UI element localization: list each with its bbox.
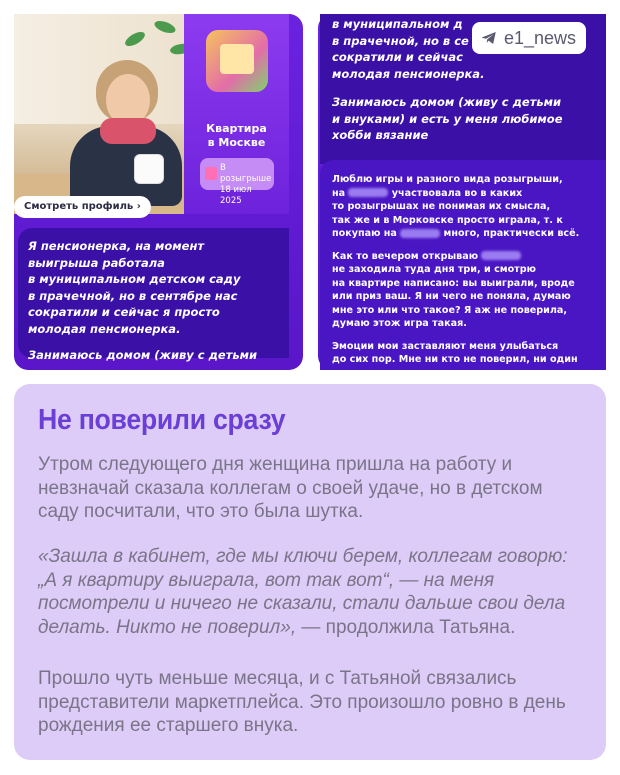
brand-name: e1_news: [504, 27, 577, 48]
brand-badge[interactable]: [472, 22, 586, 54]
article-title: Не поверили сразу: [38, 404, 286, 436]
telegram-icon: [480, 29, 498, 47]
mug: [134, 154, 164, 184]
message-text: Люблю игры и разного вида розыгрыши, на участвовала во в каких то розыгрышах не понимая их смысла, так же и в Морковске просто играла, т. к покупаю на много, практически всё. Как то вечером открываю не заходила туда дня три, и смотрю на квартире написано: вы выиграли, вроде или приз ваш. Я ни чего не поняла, думаю мне это или что такое? Я аж не поверила, думаю этож игра такая. Эмоции мои заставляют меня улыбаться до сих пор. Мне ни кто не поверил, ни один: [332, 174, 580, 365]
article-quote-paragraph: [38, 545, 583, 639]
chevron-right-icon: ›: [136, 201, 141, 212]
view-profile-label: Смотреть профиль: [24, 201, 134, 212]
quote-text: «Зашла в кабинет, где мы ключи берем, коллегам говорю: „А я квартиру выиграла, вот так вот“, — на меня посмотрели и ничего не сказали, стали дальше свои дела делать. Никто не поверил»,: [38, 546, 568, 638]
message-text: Я пенсионерка, на момент выигрыша работала в муниципальном детском саду в прачечной, но в сентябре нас сократили и сейчас я просто молодая пенсионерка. Занимаюсь домом (живу с детьми: [28, 239, 258, 362]
apartment-icon: [206, 30, 268, 92]
calendar-icon: [205, 167, 217, 180]
view-profile-button[interactable]: [14, 196, 151, 218]
quote-attribution: — продолжила Татьяна.: [296, 616, 516, 638]
prize-date-badge: В розыгрыше 18 июл 2025: [200, 158, 274, 190]
redacted-text: [400, 229, 440, 238]
prize-title: Квартира в Москве: [206, 122, 267, 149]
redacted-text: [481, 251, 521, 260]
prize-card: [184, 14, 289, 214]
message-text: в муниципальном д в прачечной, но в се сократили и сейчас молодая пенсионерка. Занимаюсь домом (живу с детьми и внуками) и есть у меня любимое хобби вязание: [332, 17, 563, 142]
article-paragraph: Утром следующего дня женщина пришла на работу и невзначай сказала коллегам о своей удаче, но в детском саду посчитали, что это была шутка.: [38, 454, 543, 522]
profile-photo: [14, 14, 196, 214]
article-paragraph: Прошло чуть меньше месяца, и с Татьяной связались представители маркетплейса. Это произошло ровно в день рождения ее старшего внука.: [38, 668, 566, 736]
redacted-text: [348, 188, 388, 197]
